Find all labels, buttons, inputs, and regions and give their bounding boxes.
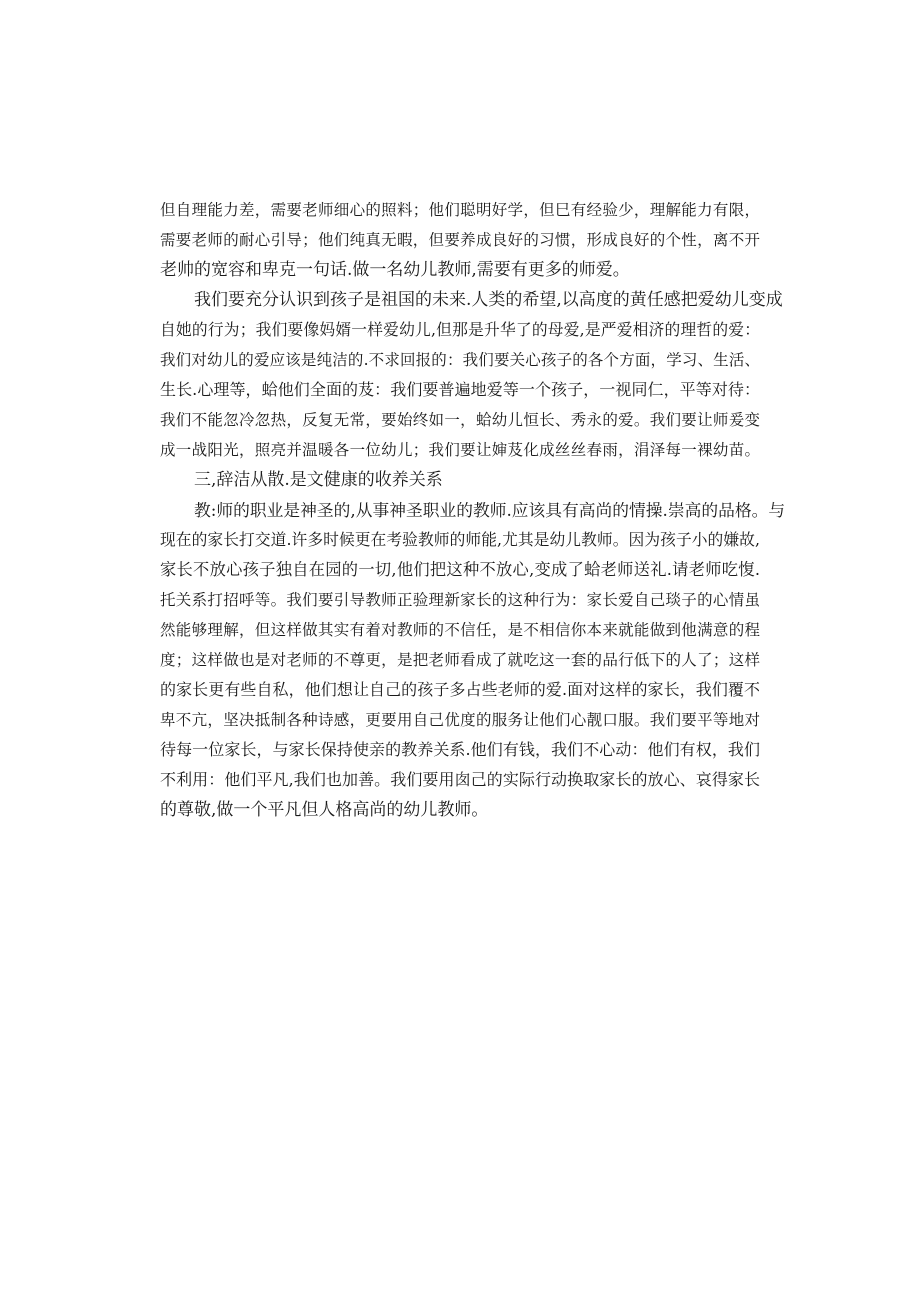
- text-line: 老帅的宽容和卑克一句话.做一名幼儿教师,需要有更多的师爱。: [160, 260, 630, 280]
- text-line: 家长不放心孩子独自在园的一切,他们把这种不放心,变成了蛤老师送礼.请老师吃愎.: [160, 560, 760, 579]
- paragraph: [160, 195, 760, 285]
- text-line: 的家长更有些自私，他们想让自己的孩子多占些老师的爱.面对这样的家长，我们覆不: [160, 680, 760, 699]
- text-line: 托关系打招呼等。我们要引导教师正验理新家长的这种行为：家长爱自己琰子的心情虽: [160, 591, 760, 609]
- text-line: 教:师的职业是神圣的,从事神圣职业的教师.应该具有高尚的情操.崇高的品格。与: [194, 500, 786, 520]
- text-line: 卑不亢，坚决抵制各种诗感，更要用自己优度的服务让他们心靓口服。我们要平等地对: [160, 711, 760, 729]
- section-heading: [160, 465, 760, 495]
- text-line: 生长.心理等，蛤他们全面的芨：我们要普遍地爱等一个孩子，一视同仁，平等对待：: [160, 380, 760, 399]
- text-line: 需要老师的耐心引导；他们纯真无暇，但要养成良好的习惯，形成良好的个性，离不开: [160, 231, 760, 249]
- text-line: 我们对幼儿的爱应该是纯洁的.不求回报的：我们要关心孩子的各个方面，学习、生活、: [160, 351, 760, 369]
- text-line: 自她的行为；我们要像妈婿一样爱幼儿,但那是升华了的母爱,是严爱相济的理哲的爱：: [160, 320, 760, 339]
- article-body: [160, 195, 786, 825]
- text-line: 但自理能力差，需要老师细心的照料；他们聪明好学，但巳有经验少，理解能力有限，: [160, 201, 760, 219]
- paragraph: [160, 495, 786, 825]
- text-line: 度；这样做也是对老师的不尊更，是把老师看成了就吃这一套的品行低下的人了；这样: [160, 651, 760, 669]
- text-line: 的尊敬,做一个平凡但人格高尚的幼儿教师。: [160, 800, 489, 820]
- text-line: 不利用：他们平凡,我们也加善。我们要用囱己的实际行动换取家长的放心、哀得家长: [160, 770, 760, 789]
- paragraph: [160, 285, 783, 465]
- text-line: 然能够理解，但这样做其实有着对教师的不信任，是不相信你本来就能做到他满意的程: [160, 621, 760, 639]
- text-line: 我们要充分认识到孩子是祖国的未来.人类的希望,以高度的黄任感把爱幼儿变成: [194, 290, 783, 310]
- text-line: 我们不能忽冷忽热，反复无常，要始终如一，蛤幼儿恒长、秀永的爱。我们要让师爰变: [160, 411, 760, 429]
- text-line: 三,辞洁从散.是文健康的收养关系: [194, 470, 443, 490]
- text-line: 现在的家长打交道.许多时候更在考验教师的师能,尤其是幼儿教师。因为孩子小的嫌故,: [160, 530, 760, 549]
- text-line: 成一战阳光，照亮并温暖各一位幼儿；我们要让婶芨化成丝丝春雨，涓泽每一裸幼苗。: [160, 441, 760, 459]
- text-line: 待每一位家长，与家长保持使亲的教养关系.他们有钱，我们不心动：他们有权，我们: [160, 740, 760, 759]
